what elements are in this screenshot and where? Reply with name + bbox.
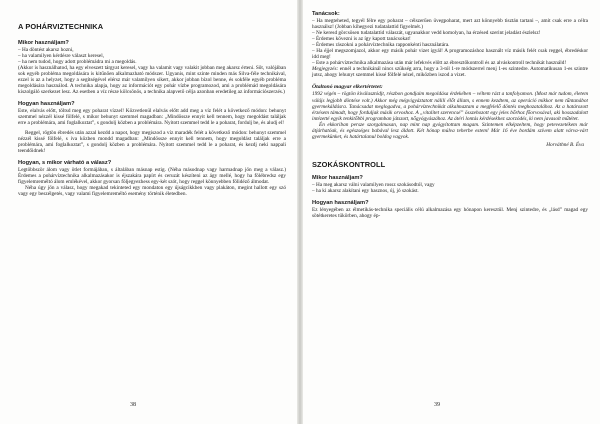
chapter-title: A POHÁRVIZTECHNIKA xyxy=(18,22,104,31)
body-paragraph: Néha úgy jön a válasz, hogy megakad tekinteted egy mondaton egy újságcikkben vagy plakáton, megint hallott egy szó vagy egy beszélgetés, vagy valami figyelemreméltó esemény történik életedben. xyxy=(18,184,286,197)
body-paragraph: Reggel, rögtön ébredés után azzal kezdd a napot, hogy megiszod a víz maradék felét a következő módon: behunyt szemmel nézzél kissé fölfelé, s iva közben mondd magadban: „Mindössze ennyit kell tennem, hogy megoldást találjak erre a problémára, ami foglalkoztat”, s gondolj közben a problémára. Nyitott szemmel tedd le a poharat, és kezdj neki nappali teendőidnek! xyxy=(18,129,286,154)
list-item: – Ha meg akarsz válni valamilyen rossz szokásodtól, vagy xyxy=(312,181,435,188)
left-page xyxy=(0,0,298,424)
experience-paragraph: 1992 végén – rögtön kiválasztódjt, részbon gondjaim megoldása érdekében – véltem rázt a tanfolyamon. (Most már tudom, életem válájs legjobb döntése volt.) Akkor még mégvigyáztatott nálili élőt állam, s ennem kezdtem, az operáció mikkor nem tűntanábot gyermekáldásra. Tanácsadat meglogadva, a pohárvíztechnikát alkalmaztam a megfelelő döntés meghozatalához. Az a határozott érzésem támadt, hogy forduljak másik orvoshoz. A „vitalitet szerencsé” összehozott egy jeles bőrhoz főorvosával, aki hosszadalott intézetté egyik tenkitőbbi programban játszott, nőgyógyászához. Az átéri lontás kérdésekhez szorzódés, ki nem javasolt műtétet. xyxy=(312,91,588,122)
list-item: – Ne keresd görcsösen tudatalattid válaszát, ugyanakkor vedd komolyan, ha érzésed szerint jeladást észlelsz! xyxy=(312,30,541,37)
section-heading-when: Mikor használjam? xyxy=(312,174,363,181)
section-heading-how: Hogyan használjam? xyxy=(18,101,75,108)
note-label: Megjegyzés: xyxy=(312,66,339,73)
list-item: – Este a pohárvíztechnika alkalmazása után már lefekvés előtt az ébresztőkontroll és az alváskontroll technikát használd! xyxy=(312,60,567,67)
list-item: – Érdemes kövezni is az így kapott tanácsokat! xyxy=(312,36,411,43)
body-paragraph: Ez lényegében az élmetikás-technika speciális célú alkalmazása egy hónapon keresztül. Menj szintedre, és „lásd” magad egy sötétkeretes tükörben, ahogy ép- xyxy=(312,206,588,219)
list-item: – Ha megteheted, tegyél félre egy poharat – célszerűen üvegpoharat, mert azt könnyebb tisztán tartani –, amit csak erre a célra használsz! (Jobban kihegyezi tudatalattid figyelmét.) xyxy=(312,18,588,31)
experience-heading: Ötaltonó magyar elkertértetet: xyxy=(312,84,383,91)
chapter-title-habit-control: SZOKÁSKONTROLL xyxy=(312,159,386,169)
body-paragraph: Este, elalvás előtt, töltsd meg egy poharat vízzel! Közvetlenül elalvás előtt add meg a víz felét a következő módon: behunyt szemmel nézzél kissé fölfelé, s mikor behunyt szemmel magadban: „Mindössze ennyit kell tennem, hogy megoldást találjak erre a problémára, ami foglalkoztat”, s gondolj közben a problémára. Nyitott szemmel tedd le a poharat, fordulj be, és aludj el! xyxy=(18,108,286,127)
list-item: – ha ki akarsz alakítani egy hasznos, új, jó szokást. xyxy=(312,187,419,194)
list-item: – Ha döntést akarsz hozni, xyxy=(18,47,74,53)
note-text: ennél a technikánál nincs szükség arra, hogy a 3-tól 1-re módszerrel menj 1-es szintedre. Automatikusan 1-es szintre jutsz, ahogy lehunyt szemmel kissé fölfelé nézel, miközben iszod a vizet. xyxy=(312,66,588,79)
list-item: – Érdemes rászokni a pohárvíztechnika rapponkénti használatára. xyxy=(312,42,450,49)
tips-heading: Tanácsok: xyxy=(312,11,340,17)
note-paragraph xyxy=(312,66,588,78)
body-paragraph: Legtöbbször álom vagy ötlet formájában, s általában másnap estig. (Néha másodnap vagy harmadnap jön meg a válasz.) Érdemes a pohárvíztechnika alkalmazásakor is éjszakára papírt és ceruzát készíteni az ágy mellé, hogy ha fölébredsz egy figyelemreméltó álom emlékével, akkor gyorsan följegyezhess egy-két szót, hogy reggel könnyebben fölidéző álmodat. xyxy=(18,166,286,185)
body-paragraph: (Akkor is használhatod, ha egy elveszett tárgyat keresel, vagy ha valamit vagy valakit jobban meg akarsz érteni. Sőt, valójában sok egyéb problémа megoldására is kitűnően alkalmazható módszer. Ugyanis, mint szinte minden más Silva-féle technikával, ezzel is az a helyzet, hogy a segítségével elérsz már valamilyen sikert, akkor jobban bízol benne, és sokféle egyéb probléma megoldására használod. A technika alapja, hogy az információt egy pohár vízbe programozod, ami a problémád megoldására kiszolgáló szerkezet lesz. Az esetben a víz része kölcsönös, a technika alapvető célja azonban eredetileg az információszerzés.) xyxy=(18,65,286,96)
list-item: – ha nem tudod, hogy adott problémádra mi a megoldás. xyxy=(18,59,137,66)
page-number-left: 38 xyxy=(130,402,136,408)
section-heading-how: Hogyan használjam? xyxy=(312,199,369,206)
list-item: – ha valamilyen kérdésre választ keresel, xyxy=(18,53,105,60)
page-number-right: 39 xyxy=(434,402,440,408)
section-heading-answer: Hogyan, s mikor várható a válasz? xyxy=(18,159,112,166)
experience-signature: Horváthné B. Éva xyxy=(546,141,584,148)
right-page xyxy=(302,0,600,424)
experience-paragraph: Én ekkoriban persze szorgalmasan, nap mint nap gyógyítottam magam. Szintemen elképzeltem, hogy petevezetékem már átjárhatóak, és egészséges babával lesz áldott. Két hónap múlva teherbe estem! Már 16 éve bordám szívem alatt várva-várt gyermekünket, és határtalanul boldog vagyok. xyxy=(312,121,588,140)
section-heading-when: Mikor használjam? xyxy=(18,40,69,46)
list-item: – Ha éjjel megszomjazol, akkor egy másik pohár vizet igyál! A programozáshoz használt víz másik felét csak reggel, ébredéskor idd meg! xyxy=(312,48,588,61)
